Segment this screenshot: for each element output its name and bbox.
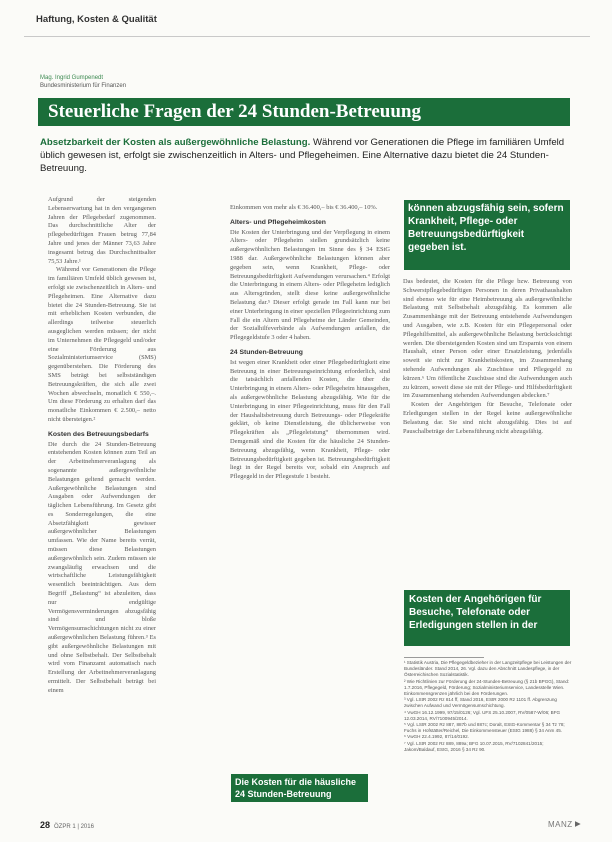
publisher-logo (548, 820, 581, 829)
col1-heading: Kosten des Betreuungsbedarfs (48, 430, 149, 438)
footnote: ³ Vgl. LStR 2002 Rz 814 ff, Stand 2016, EStR 2000 Rz 1101 ff. Abgrenzung zwischen Aufwand und Vermögensumschichtung. (404, 697, 557, 709)
col3-paragraph-1: Das bedeutet, die Kosten für die Pflege bzw. Betreuung von Schwerstpflegebedürftigen Personen in deren Privathaushalten sind ebenso wie für eine Heimbetreuung als außergewöhnliche Belastung mit Selbstbehalt abzugsfähig. Es kommen alle Zusammenhänge mit der Betreuung entstehende Aufwendungen und Ausgaben, wie z.B. Kosten für ein Pflegepersonal oder Pflegehilfsmittel, als außergewöhnliche Belastung berücksichtigt werden. Die übersteigenden Kosten sind um Ersparnis von einem Haushalt, einer Person oder einer Ersatzleistung, jedenfalls soweit sie nicht zur Krankheitskosten, im Zusammenhang stehende Aufwendungen als Zuschüsse und Pflegegeld zu kürzen.⁶ Um öffentliche Zuschüsse sind die Aufwendungen auch zu kürzen, soweit diese sie mit der Pflege- und Hilfsbedürftigkeit im Zusammenhang stehenden Aufwendungen abdecken.⁷ (403, 278, 572, 400)
footnote: ⁶ VwGH 22.4.1992, 87/14/0192. (404, 734, 469, 740)
col1-paragraph-2: Während vor Generationen die Pflege im familiären Umfeld üblich gewesen ist, erfolgt sie zwischenzeitlich in Alters- und Pflegeheimen. Eine Alternative dazu bietet die 24 Stunden-Betreuung. Sie ist mit erheblichen Kosten verbunden, die allerdings teilweise steuerlich ausgeglichen werden müssen; der nicht im Unternehmen die Pflegegeld und/oder eine Förderung aus Sozialministeriumservice (SMS) gegenüberstehen. Die Förderung des SMS beträgt bei selbstständigen Betreuungskräften, die sich alle zwei Wochen abwechseln, monatlich € 550,–. Um diese Förderung zu erhalten darf das monatliche Einkommen € 2.500,– netto nicht übersteigen.² (48, 266, 156, 423)
flag-icon (575, 821, 581, 827)
col3-paragraph-2: Kosten der Angehörigen für Besuche, Telefonate oder Erledigungen stellen in der Regel keine außergewöhnliche Belastung dar. Sie sind nicht abzugsfähig. Dies ist auf Pauschalbeträge der Lebensführung nicht abzugsfähig. (403, 401, 572, 435)
publisher-name: MANZ (548, 820, 573, 829)
page-number: 28 (40, 820, 51, 830)
author-block (40, 74, 126, 90)
footnotes (404, 660, 572, 808)
section-label: Haftung, Kosten & Qualität (36, 14, 157, 25)
pull-quote-a: können abzugsfähig sein, sofern Krankheit, Pflege- oder Betreuungsbedürftigkeit gegeben ist. (404, 200, 570, 270)
footnote: ⁵ Vgl. LStR 2002 Rz 887, 887b und 887c; Doralt, EStG-Kommentar § 34 Tz 78; Fuchs in Hofstätter/Reichel, Die Einkommensteuer (EStG 1988) § 34 Anm 45. (404, 722, 565, 734)
issue-label: ÖZPR 1 | 2016 (54, 824, 94, 830)
lead-text: Während vor Generationen die Pflege im familiären Umfeld üblich gewesen ist, erfolgt sie zwischenzeitlich in Alters- und Pflegeheimen. Eine Alternative dazu bietet die 24 Stunden-Betreuung. (40, 137, 565, 174)
col2-heading-1: Alters- und Pflegeheimkosten (230, 218, 326, 226)
title-banner (38, 98, 570, 126)
author-name: Mag. Ingrid Gumpenedt (40, 75, 104, 81)
footnote-rule (404, 657, 484, 658)
pull-quote-c: Kosten der Angehörigen für Besuche, Telefonate oder Erledigungen stellen in der (404, 590, 570, 646)
footnote: ⁷ Vgl. LStR 2002 Rz 889, 889a; BFG 10.07.2015, RV/7102841/2015; Jakom/Baldauf, EStG, 2016 § 34 Rz 90. (404, 740, 544, 752)
column-2 (230, 204, 390, 830)
pull-quote-b: Die Kosten für die häusliche 24 Stunden-Betreuung (231, 774, 368, 802)
col1-paragraph-3: Die durch die 24 Stunden-Betreuung entstehenden Kosten können zum Teil an der Arbeitnehmerveranlagung als sogenannte außergewöhnliche Belastungen geltend gemacht werden. Außergewöhnliche Belastungen sind Ausgaben oder Aufwendungen der täglichen Lebensführung. Im Gesetz gibt es Sonderregelungen, die eine Absetzfähigkeit gewisser außergewöhnlicher Belastungen umfassen. Wie der Name bereits verrät, müssen diese Belastungen außergewöhnlich sein. Zudem müssen sie zwangsläufig erwachsen und die wirtschaftliche Leistungsfähigkeit wesentlich beeinträchtigen. Aus dem Begriff „Belastung“ ist abzuleiten, dass nur endgültige Vermögensverminderungen abzugsfähig sind und bloße Vermögensumschichtungen nicht zu einer außergewöhnlichen Belastung führen.³ Es gibt außergewöhnliche Belastungen mit und ohne Selbstbehalt. Der Selbstbehalt wird vom Finanzamt automatisch nach Erstellung der Arbeitnehmerveranlagung ermittelt. Der Selbstbehalt beträgt bei einem (48, 440, 156, 694)
col2-paragraph-3: Ist wegen einer Krankheit oder einer Pflegebedürftigkeit eine Betreuung in einer Betreuungseinrichtung erforderlich, sind die tatsächlich anfallenden Kosten, die über die Unterbringung in einem Alters- oder Pflegeheim hinausgehen, als außergewöhnliche Belastung abzugsfähig. Wie für die Unterbringung in einer Pflegeeinrichtung, muss für den Fall der Haushaltsbetreuung durch Betreuungs- oder Pflegekräfte geklärt, ob keine Dienstleistung, die üblicherweise von Pflegekräften als „Pflegeleistung“ übernommen wird. Demgemäß sind die Kosten für die häusliche 24 Stunden-Betreuung abzugsfähig, wenn Krankheit, Pflege- oder Betreuungsbedürftigkeit gegeben ist. Betreuungsbedürftigkeit liegt in der Regel bereits vor, sobald ein Anspruch auf Pflegegeld in der Pflegestufe 1 besteht. (230, 358, 390, 481)
col2-heading-2: 24 Stunden-Betreuung (230, 348, 303, 356)
lead-paragraph (40, 136, 568, 175)
col1-paragraph-1: Aufgrund der steigenden Lebenserwartung hat in den vergangenen Jahren der Pflegebedarf zugenommen. Das durchschnittliche Alter der pflegebedürftigen Frauen betrug 77,84 Jahre und jenes der Männer 73,63 Jahre insgesamt betrug das Durchschnittsalter 75,53 Jahre.¹ (48, 196, 156, 265)
lead-bold: Absetzbarkeit der Kosten als außergewöhnliche Belastung. (40, 137, 311, 148)
col2-paragraph-1: Einkommen von mehr als € 36.400,– bis € 36.400,– 10%. (230, 204, 378, 211)
column-3 (403, 278, 572, 588)
footnote: ⁴ VwGH 16.12.1999, 97/15/0126; Vgl. UFS 25.10.2007, RV/0587-W/06; BFG 12.03.2014, RV/7100945/2014. (404, 709, 561, 721)
page-footer (40, 820, 94, 830)
top-rule (24, 36, 590, 37)
col2-paragraph-2: Die Kosten der Unterbringung und der Verpflegung in einem Alters- oder Pflegeheim stellen grundsätzlich keine außergewöhnlichen Belastungen im Sinne des § 34 EStG 1988 dar. Außergewöhnliche Belastungen können aber gegeben sein, wenn Krankheit, Pflege- oder Betreuungsbedürftigkeit Aufwendungen verursachen.⁴ Erfolgt die Unterbringung in einem Alters- oder Pflegeheim lediglich aus Altersgründen, stellt diese keine außergewöhnliche Belastung dar.⁵ Dieser erfolgt gerade im Fall kann nur bei einer Unterbringung in einer speziellen Pflegeeinrichtung zum Fall die ein Altern und Pflegeheime der Länder Gemeinden, der Sozialhilfeverbände als Aufwendungen anfallen, die Pflegegeldstufe 3 oder 4 haben. (230, 228, 390, 342)
footnote: ² Wie Richtlinien zur Förderung der 24-Stunden-Betreuung (§ 21b BPGG), Stand: 1.7.2016, Pflegegeld, Förderung; Sozialministeriumservice, Landesstelle Wien. Einkommensgrenzen jährlich bei den Förderungen. (404, 678, 570, 697)
article-title: Steuerliche Fragen der 24 Stunden-Betreuung (48, 101, 421, 122)
author-role: Bundesministerium für Finanzen (40, 83, 127, 89)
column-1 (48, 196, 156, 816)
footnote: ¹ Statistik Austria, Die Pflegegeldbezieher in der Langzeitpflege bei Leistungen der Bundesländer. Stand 2014, 26. Vgl. dazu den Abschnitt Landespflege, in der Österreichischen Sozialstatistik. (404, 660, 572, 678)
